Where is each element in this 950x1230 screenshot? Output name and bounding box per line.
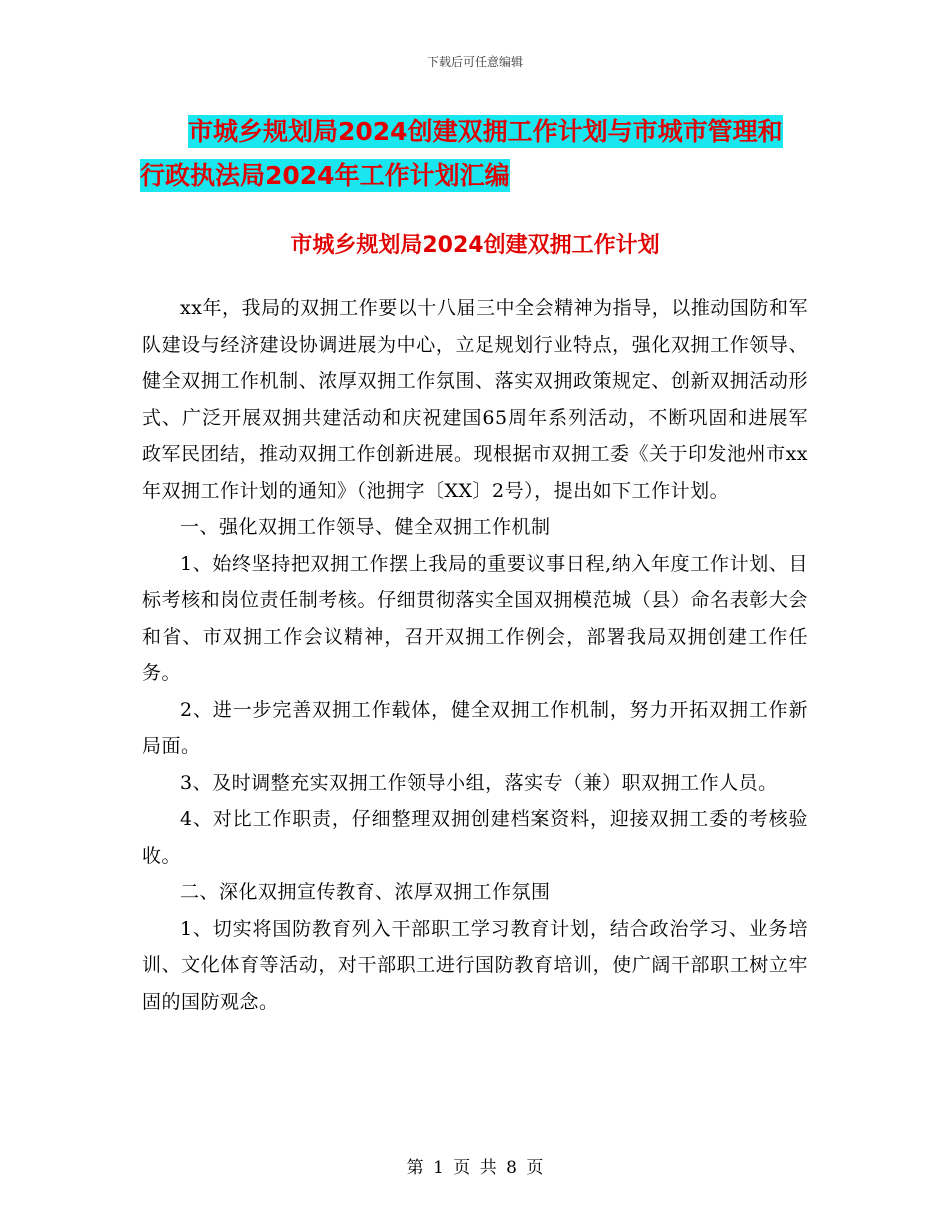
section-title: 市城乡规划局2024创建双拥工作计划 xyxy=(290,233,660,258)
header-note: 下载后可任意编辑 xyxy=(426,55,523,69)
paragraph-item-3: 3、及时调整充实双拥工作领导小组，落实专（兼）职双拥工作人员。 xyxy=(180,771,778,794)
paragraph-item-1: 1、始终坚持把双拥工作摆上我局的重要议事日程,纳入年度工作计划、目标考核和岗位责任制考核。仔细贯彻落实全国双拥模范城（县）命名表彰大会和省、市双拥工作会议精神，召开双拥工作例会，部署我局双拥创建工作任务。 xyxy=(142,552,808,684)
paragraph-intro: xx年，我局的双拥工作要以十八届三中全会精神为指导，以推动国防和军队建设与经济建设协调进展为中心，立足规划行业特点，强化双拥工作领导、健全双拥工作机制、浓厚双拥工作氛围、落实双拥政策规定、创新双拥活动形式、广泛开展双拥共建活动和庆祝建国65周年系列活动，不断巩固和进展军政军民团结，推动双拥工作创新进展。现根据市双拥工委《关于印发池州市xx年双拥工作计划的通知》（池拥字〔XX〕2号），提出如下工作计划。 xyxy=(142,297,808,502)
paragraph-section-2-item-1: 1、切实将国防教育列入干部职工学习教育计划，结合政治学习、业务培训、文化体育等活动，对干部职工进行国防教育培训，使广阔干部职工树立牢固的国防观念。 xyxy=(142,917,808,1013)
heading-section-1: 一、强化双拥工作领导、健全双拥工作机制 xyxy=(180,516,551,538)
paragraph-item-2: 2、进一步完善双拥工作载体，健全双拥工作机制，努力开拓双拥工作新局面。 xyxy=(142,698,808,757)
paragraph-item-4: 4、对比工作职责，仔细整理双拥创建档案资料，迎接双拥工委的考核验收。 xyxy=(142,808,808,867)
title-highlight: 行政执法局2024年工作计划汇编 xyxy=(140,161,510,190)
document-title-line-2 xyxy=(140,154,820,198)
document-title-line-1 xyxy=(140,110,820,154)
page-number: 第 1 页 共 8 页 xyxy=(406,1158,544,1178)
title-highlight: 市城乡规划局2024创建双拥工作计划与市城市管理和 xyxy=(188,117,783,146)
heading-section-2: 二、深化双拥宣传教育、浓厚双拥工作氛围 xyxy=(180,881,551,903)
document-title xyxy=(140,110,820,198)
body-text xyxy=(142,290,808,1020)
